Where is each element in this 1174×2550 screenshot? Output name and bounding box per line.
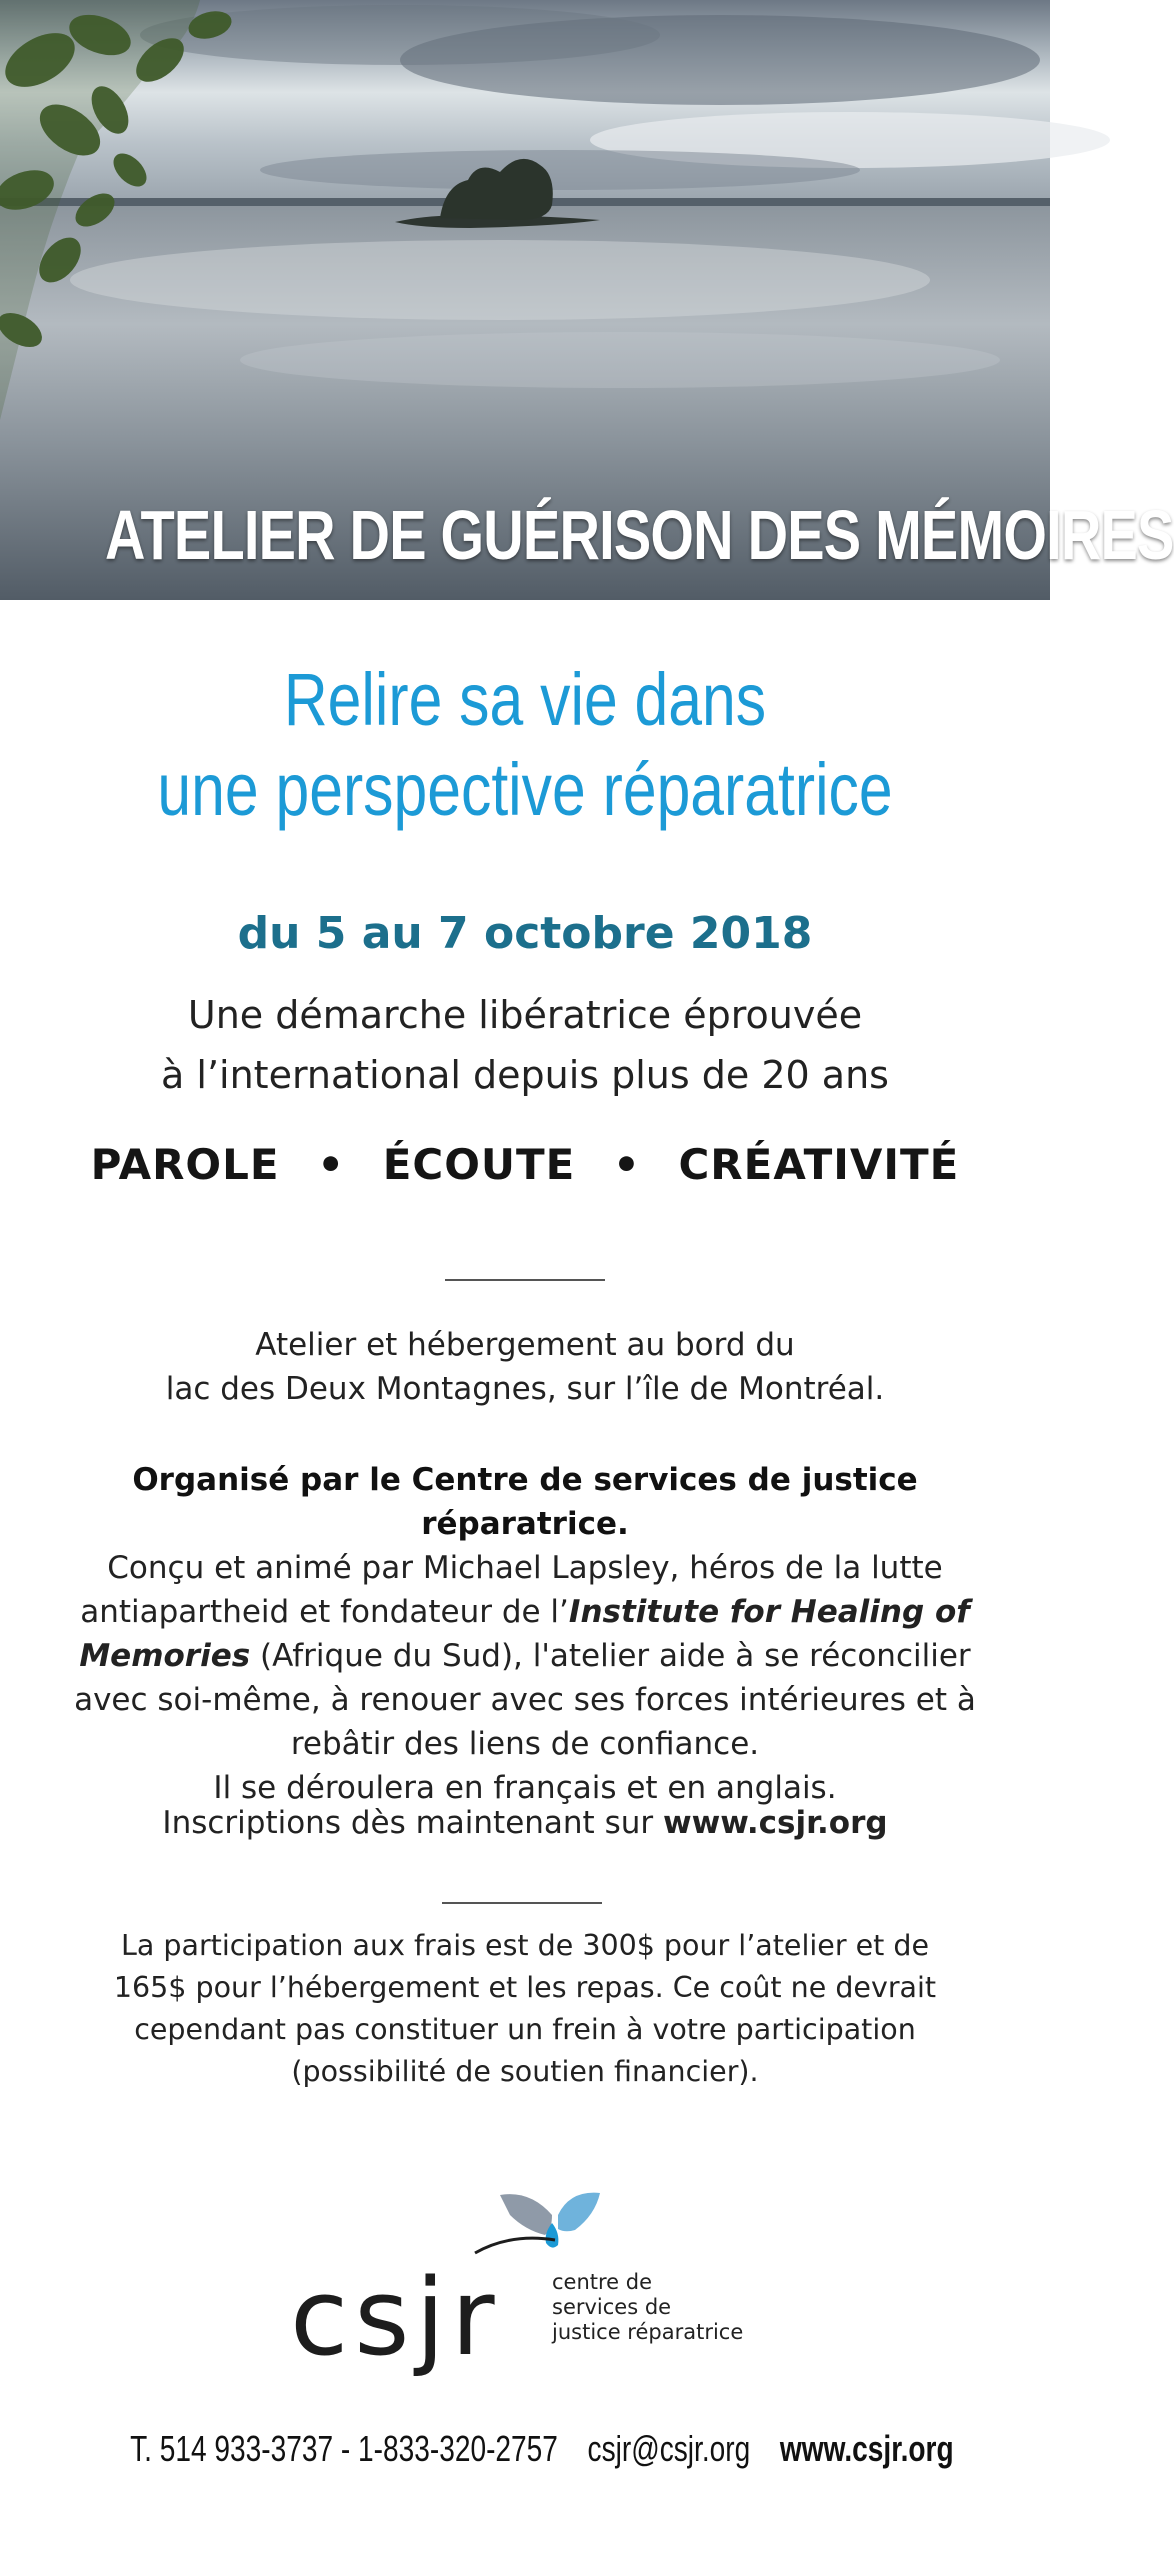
divider (445, 1279, 605, 1281)
location-text (0, 1323, 1050, 1411)
value-ecoute: ÉCOUTE (382, 1140, 576, 1189)
location-line-1: Atelier et hébergement au bord du (255, 1327, 795, 1363)
csjr-logo (290, 2185, 770, 2385)
tagline-line-2: à l’international depuis plus de 20 ans (161, 1053, 889, 1097)
location-line-2: lac des Deux Montagnes, sur l’île de Montréal. (165, 1371, 885, 1407)
subtitle-line-1: Relire sa vie dans (283, 658, 767, 741)
divider (442, 1902, 602, 1904)
footer-email[interactable]: csjr@csjr.org (587, 2428, 751, 2469)
value-parole: PAROLE (90, 1140, 280, 1189)
footer-contact (0, 2428, 1050, 2470)
hero-photo (0, 0, 1174, 600)
logo-wordmark: csjr (290, 2256, 501, 2379)
footer-website[interactable]: www.csjr.org (779, 2428, 954, 2469)
organizer-paragraph (60, 1458, 990, 1810)
organizer-heading: Organisé par le Centre de services de justice réparatrice. (132, 1462, 918, 1542)
tagline (0, 985, 1050, 1105)
inscriptions-line (0, 1805, 1050, 1841)
hero-title: ATELIER DE GUÉRISON DES MÉMOIRES (105, 496, 1174, 574)
subtitle-line-2: une perspective réparatrice (157, 748, 893, 831)
value-creativite: CRÉATIVITÉ (678, 1140, 960, 1189)
institute-name: Institute for Healing of Memories (79, 1594, 970, 1674)
separator-dot: • (317, 1140, 346, 1189)
language-line: Il se déroulera en français et en anglais. (213, 1770, 837, 1806)
tagline-line-1: Une démarche libératrice éprouvée (187, 993, 863, 1037)
inscriptions-link[interactable]: www.csjr.org (662, 1805, 888, 1841)
separator-dot: • (613, 1140, 641, 1189)
subtitle (95, 655, 956, 835)
logo-description: centre de services de justice réparatrice (552, 2270, 744, 2344)
event-dates: du 5 au 7 octobre 2018 (237, 908, 813, 959)
inscriptions-text: Inscriptions dès maintenant sur (162, 1805, 663, 1841)
fees-paragraph: La participation aux frais est de 300$ pour l’atelier et de 165$ pour l’hébergement et les repas. Ce coût ne devrait cependant pas constituer un frein à votre participation (possibilité de soutien financier). (113, 1929, 937, 2088)
footer-phone[interactable]: T. 514 933-3737 - 1-833-320-2757 (130, 2428, 558, 2469)
organizer-description: Conçu et animé par Michael Lapsley, héros de la lutte antiapartheid et fondateur de l’Institute for Healing of Memories (Afrique du Sud), l'atelier aide à se réconcilier avec soi-même, à renouer avec ses forces intérieures et à rebâtir des liens de confiance. (74, 1550, 976, 1762)
values-row (0, 1140, 1050, 1189)
